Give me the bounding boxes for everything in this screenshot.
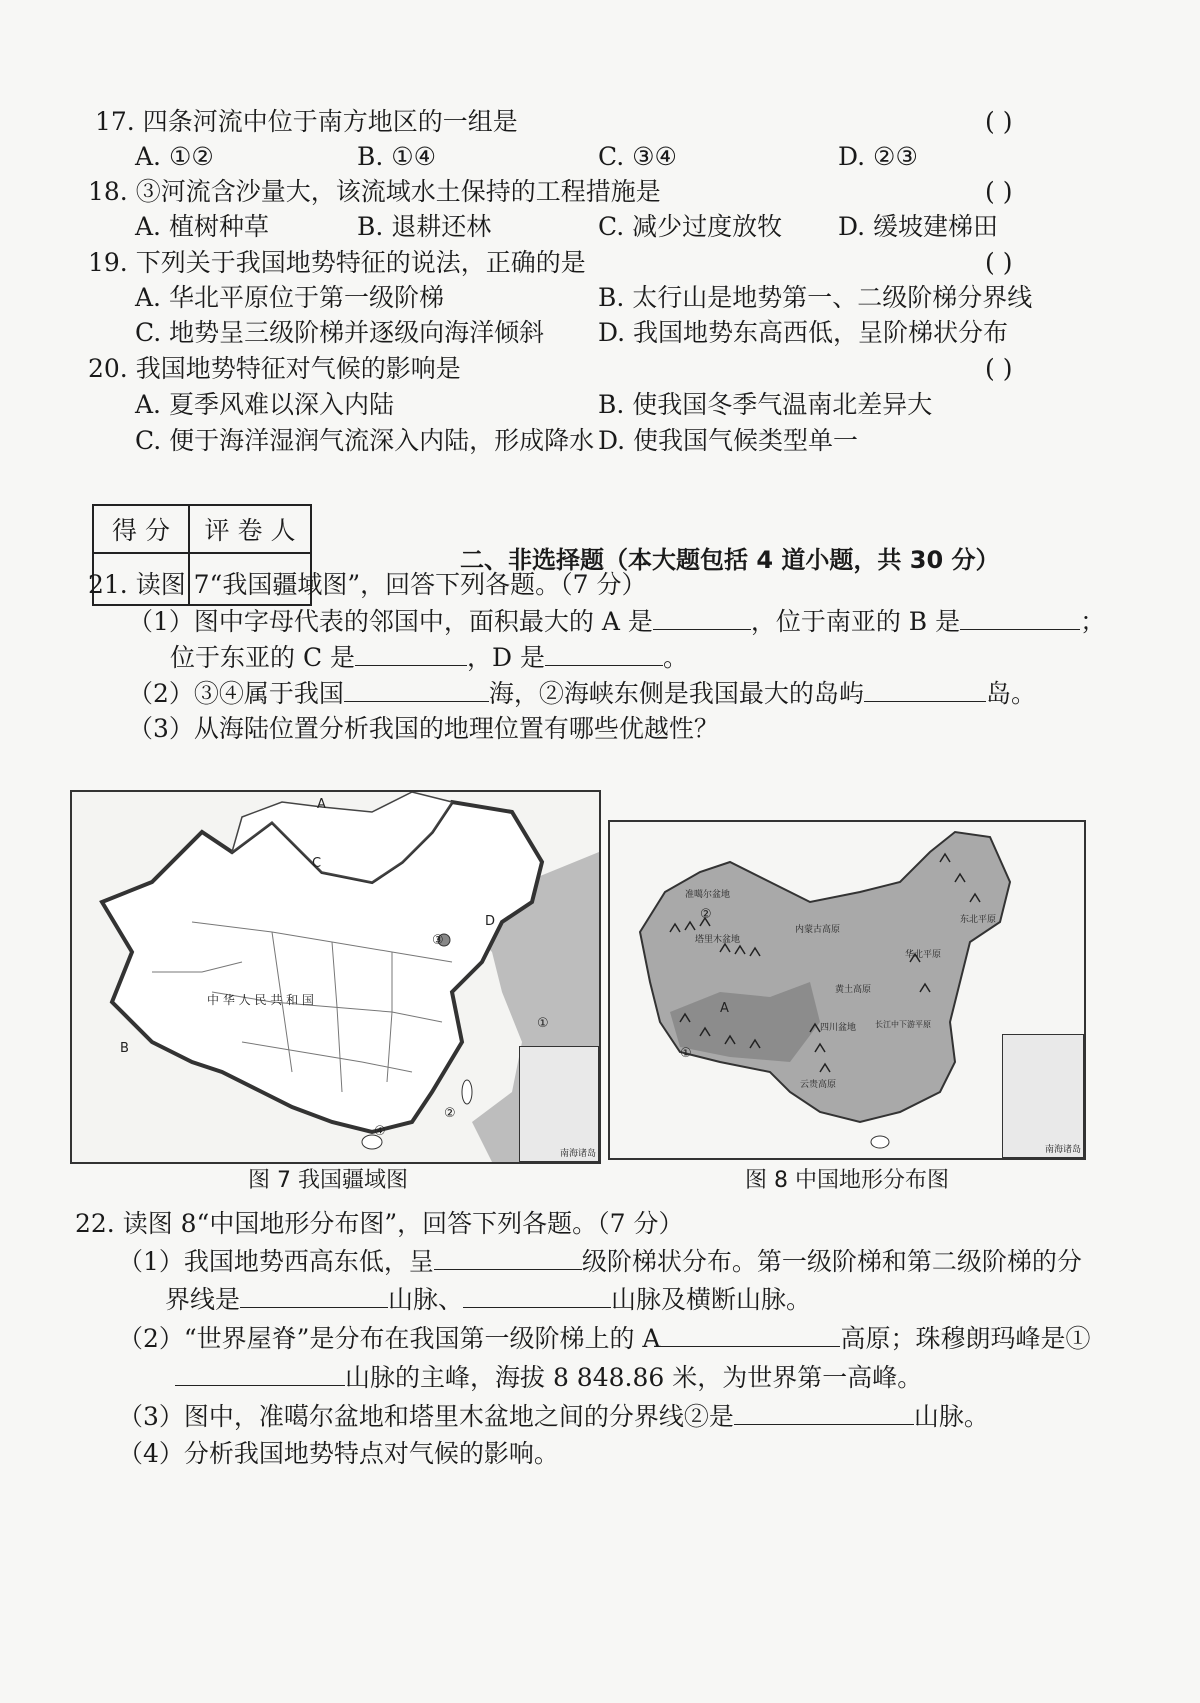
q22-stem: 22. 读图 8“中国地形分布图”，回答下列各题。（7 分）	[75, 1209, 684, 1238]
q20-option-a: A. 夏季风难以深入内陆	[135, 390, 394, 419]
q22-p1-text-c: 界线是	[165, 1285, 241, 1314]
q22-blank-d[interactable]	[660, 1322, 840, 1347]
q21-part2	[128, 677, 1036, 710]
map8-northeast: 东北平原	[960, 915, 997, 925]
map8-tarim: 塔里木盆地	[695, 935, 741, 945]
q21-p2-text-a: （2）③④属于我国	[128, 679, 344, 708]
map8-label-1: ①	[680, 1046, 692, 1061]
map7-territory	[70, 790, 601, 1164]
q21-part1-line2	[170, 641, 688, 674]
map7-label-a: A	[317, 797, 326, 812]
map8-north-china: 华北平原	[905, 950, 942, 960]
q22-part2-line1	[118, 1322, 1091, 1355]
q22-p1-text-a: （1）我国地势西高东低，呈	[118, 1247, 434, 1276]
q21-blank-e[interactable]	[344, 677, 489, 702]
q17-answer-paren: ( )	[985, 107, 1013, 136]
q20-answer-paren: ( )	[985, 354, 1013, 383]
map8-hainan	[871, 1136, 889, 1148]
q22-p2-text-a: （2）“世界屋脊”是分布在我国第一级阶梯上的 A	[118, 1324, 661, 1353]
q21-p2-text-c: 岛。	[985, 679, 1036, 708]
map7-label-d: D	[485, 914, 496, 929]
q22-part4: （4）分析我国地势特点对气候的影响。	[118, 1439, 559, 1468]
q21-p2-text-b: 海，②海峡东侧是我国最大的岛屿	[488, 679, 864, 708]
q22-part2-line2	[175, 1361, 922, 1394]
q21-p1-text-e: ，D 是	[467, 643, 546, 672]
map7-label-1: ①	[537, 1016, 549, 1031]
q18-option-d: D. 缓坡建梯田	[838, 212, 999, 241]
q21-part1-line1	[128, 605, 1105, 638]
q21-blank-c[interactable]	[355, 641, 467, 666]
q21-blank-f[interactable]	[864, 677, 986, 702]
q17-option-d: D. ②③	[838, 142, 918, 171]
q22-part3	[118, 1400, 989, 1433]
map8-label-a: A	[720, 1001, 729, 1016]
taiwan-island	[462, 1080, 472, 1104]
q22-p2-text-b: 高原；珠穆朗玛峰是①	[840, 1324, 1091, 1353]
map7-label-c: C	[312, 856, 322, 871]
map8-inset-south-sea	[1002, 1034, 1084, 1158]
map7-caption: 图 7 我国疆域图	[248, 1168, 408, 1193]
map8-inset-label: 南海诸岛	[1044, 1145, 1081, 1155]
q22-p1-text-d: 山脉、	[388, 1285, 464, 1314]
q20-option-c: C. 便于海洋湿润气流深入内陆，形成降水	[135, 426, 595, 455]
q22-p1-text-e: 山脉及横断山脉。	[611, 1285, 812, 1314]
q21-blank-d[interactable]	[545, 641, 663, 666]
map7-label-2: ②	[444, 1106, 456, 1121]
q20-option-d: D. 使我国气候类型单一	[598, 426, 859, 455]
map7-label-b: B	[120, 1041, 129, 1056]
q19-option-b: B. 太行山是地势第一、二级阶梯分界线	[598, 283, 1033, 312]
q21-part3: （3）从海陆位置分析我国的地理位置有哪些优越性？	[128, 714, 719, 743]
q19-option-c: C. 地势呈三级阶梯并逐级向海洋倾斜	[135, 318, 545, 347]
map8-caption: 图 8 中国地形分布图	[745, 1168, 949, 1193]
map7-label-4: ④	[374, 1124, 386, 1139]
map8-sichuan: 四川盆地	[820, 1023, 857, 1033]
q22-p2-text-c: 山脉的主峰，海拔 8 848.86 米，为世界第一高峰。	[345, 1363, 923, 1392]
q17-option-a: A. ①②	[135, 142, 214, 171]
map8-yungui: 云贵高原	[800, 1080, 837, 1090]
q17-option-c: C. ③④	[598, 142, 677, 171]
map8-yangtze-plain: 长江中下游平原	[875, 1020, 931, 1029]
map7-inset-south-sea	[519, 1046, 599, 1162]
section-2-title: 二、非选择题（本大题包括 4 道小题，共 30 分）	[460, 546, 1000, 574]
q22-blank-b[interactable]	[240, 1283, 388, 1308]
q22-part1-line2	[165, 1283, 811, 1316]
q17-option-b: B. ①④	[357, 142, 437, 171]
map7-label-3: ③	[432, 933, 444, 948]
q21-p1-text-f: 。	[663, 643, 689, 672]
q19-option-a: A. 华北平原位于第一级阶梯	[135, 283, 444, 312]
q21-p1-text-d: 位于东亚的 C 是	[170, 643, 356, 672]
q18-stem: 18. ③河流含沙量大，该流域水土保持的工程措施是	[88, 177, 661, 206]
q17-stem: 17. 四条河流中位于南方地区的一组是	[95, 107, 518, 136]
q22-p3-text-a: （3）图中，准噶尔盆地和塔里木盆地之间的分界线②是	[118, 1402, 734, 1431]
q22-blank-e[interactable]	[175, 1361, 345, 1386]
q22-blank-a[interactable]	[434, 1245, 582, 1270]
q22-p1-text-b: 级阶梯状分布。第一级阶梯和第二级阶梯的分	[581, 1247, 1082, 1276]
q21-blank-b[interactable]	[960, 605, 1080, 630]
q21-p1-text-b: ，位于南亚的 B 是	[750, 607, 961, 636]
q19-stem: 19. 下列关于我国地势特征的说法，正确的是	[88, 248, 586, 277]
q18-option-b: B. 退耕还林	[357, 212, 492, 241]
map8-label-2: ②	[700, 907, 712, 922]
q21-stem: 21. 读图 7“我国疆域图”，回答下列各题。（7 分）	[88, 570, 647, 599]
q21-blank-a[interactable]	[653, 605, 751, 630]
q20-stem: 20. 我国地势特征对气候的影响是	[88, 354, 461, 383]
q21-p1-text-a: （1）图中字母代表的邻国中，面积最大的 A 是	[128, 607, 653, 636]
map8-inner-mongolia: 内蒙古高原	[795, 925, 841, 935]
map7-country-label: 中 华 人 民 共 和 国	[207, 993, 314, 1007]
q19-answer-paren: ( )	[985, 248, 1013, 277]
q18-option-a: A. 植树种草	[135, 212, 269, 241]
q18-option-c: C. 减少过度放牧	[598, 212, 783, 241]
q22-part1-line1	[118, 1245, 1082, 1278]
grader-header: 评 卷 人	[189, 505, 311, 553]
map8-terrain	[608, 820, 1086, 1160]
q18-answer-paren: ( )	[985, 177, 1013, 206]
q21-p1-text-c: ；	[1080, 607, 1106, 636]
q19-option-d: D. 我国地势东高西低，呈阶梯状分布	[598, 318, 1009, 347]
q22-p3-text-b: 山脉。	[913, 1402, 989, 1431]
q20-option-b: B. 使我国冬季气温南北差异大	[598, 390, 933, 419]
map7-inset-label: 南海诸岛	[559, 1149, 596, 1159]
q22-blank-c[interactable]	[463, 1283, 611, 1308]
q22-blank-f[interactable]	[734, 1400, 914, 1425]
map8-loess: 黄土高原	[835, 985, 872, 995]
map8-junggar: 准噶尔盆地	[685, 890, 731, 900]
score-header: 得 分	[93, 505, 189, 553]
